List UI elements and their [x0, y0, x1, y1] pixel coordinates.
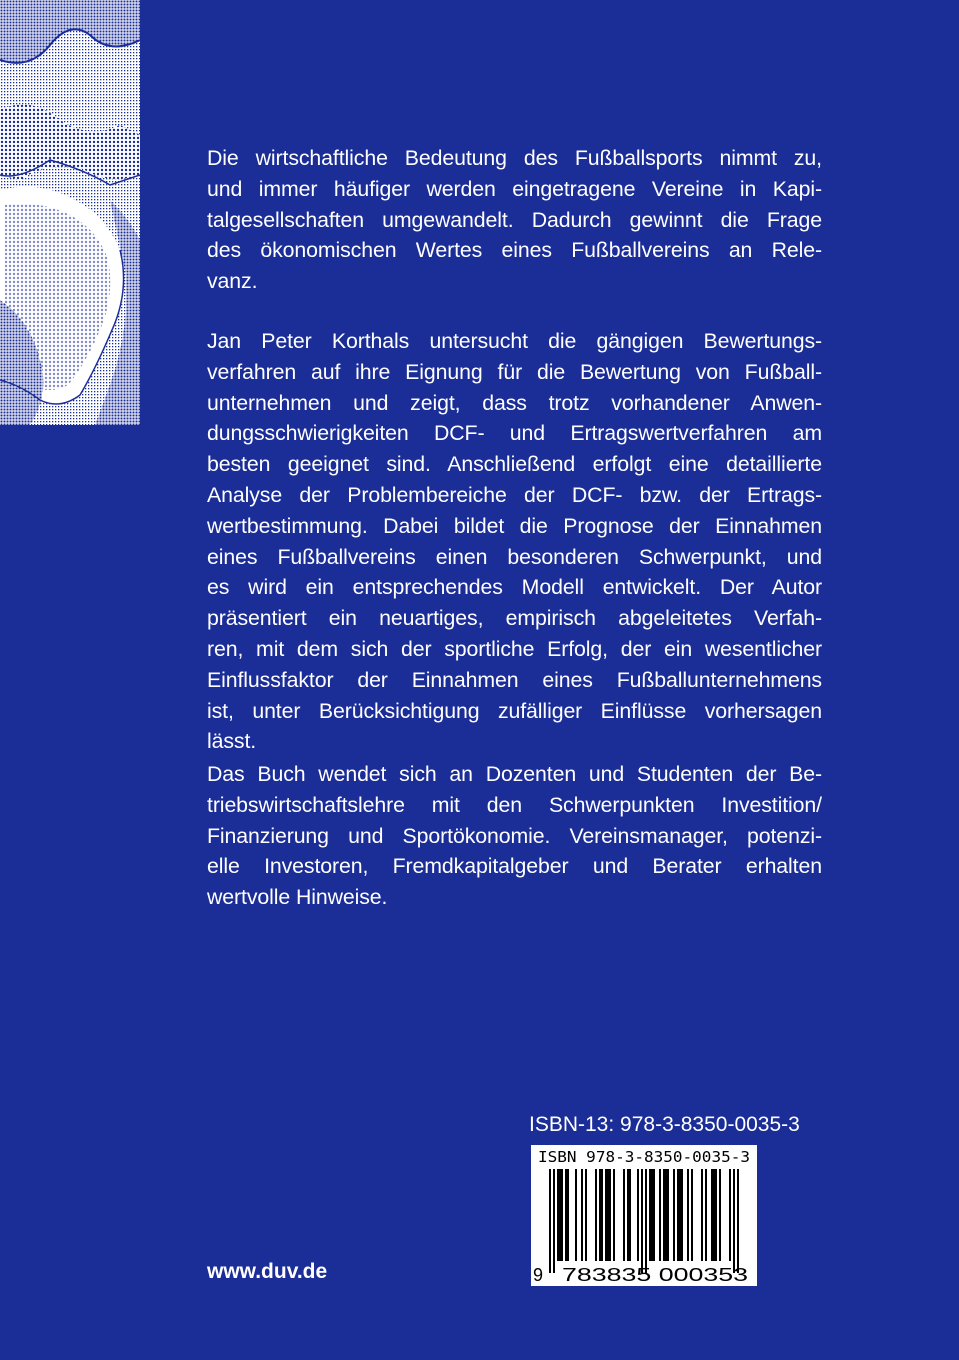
barcode-bar: [679, 1169, 681, 1261]
text-line: eines Fußballvereins einen besonderen Schwerpunkt, und: [207, 544, 822, 569]
barcode-bar: [559, 1169, 561, 1261]
text-line: ist, unter Berücksichtigung zufälliger Einflüsse vorhersagen: [207, 698, 822, 723]
barcode-bar: [673, 1169, 675, 1261]
text-line: lässt.: [207, 729, 257, 754]
barcode-bar: [687, 1169, 689, 1261]
text-line: unternehmen und zeigt, dass trotz vorhandener Anwen-: [207, 390, 822, 415]
text-line: ren, mit dem sich der sportliche Erfolg, der ein wesentlicher: [207, 636, 822, 661]
barcode-bar: [681, 1169, 683, 1261]
barcode-guard-bar: [733, 1169, 735, 1273]
barcode-bar: [701, 1169, 703, 1261]
barcode-bar: [607, 1169, 609, 1261]
barcode-bar: [665, 1169, 667, 1261]
text-line: Das Buch wendet sich an Dozenten und Studenten der Be-: [207, 762, 822, 786]
description-paragraph-3: [207, 759, 822, 913]
barcode-bar: [649, 1169, 651, 1261]
barcode-bar: [629, 1169, 631, 1261]
barcode-bar: [623, 1169, 625, 1261]
barcode-bar: [711, 1169, 713, 1261]
barcode-bar: [663, 1169, 665, 1261]
barcode-bar: [575, 1169, 577, 1261]
barcode-bar: [609, 1169, 611, 1261]
barcode-digits: 783835 000353: [562, 1265, 748, 1285]
text-line: es wird ein entsprechendes Modell entwickelt. Der Autor: [207, 575, 822, 600]
isbn-label: ISBN-13: 978-3-8350-0035-3: [529, 1113, 800, 1136]
barcode-bar: [653, 1169, 655, 1261]
barcode-digit-first: 9: [532, 1265, 544, 1285]
text-line: wertvolle Hinweise.: [207, 885, 388, 910]
barcode-bar: [713, 1169, 715, 1261]
website-url: www.duv.de: [207, 1260, 328, 1283]
barcode-bar: [637, 1169, 639, 1261]
description-paragraph-1: [207, 143, 822, 297]
barcode-bar: [567, 1169, 569, 1261]
barcode-bar: [719, 1169, 721, 1261]
world-map-halftone-icon: [0, 0, 140, 425]
text-line: triebswirtschaftslehre mit den Schwerpunkten Investition/: [207, 792, 822, 817]
text-line: Analyse der Problembereiche der DCF- bzw. der Ertrags-: [207, 482, 822, 507]
barcode-bar: [705, 1169, 707, 1261]
barcode-bar: [601, 1169, 603, 1261]
barcode-guard-bar: [549, 1169, 551, 1273]
text-line: Jan Peter Korthals untersucht die gängigen Bewertungs-: [207, 329, 822, 353]
barcode-bar: [557, 1169, 559, 1261]
text-line: und immer häufiger werden eingetragene Vereine in Kapi-: [207, 176, 822, 201]
text-line: elle Investoren, Fremdkapitalgeber und Berater erhalten: [207, 854, 822, 879]
barcode-bar: [585, 1169, 587, 1261]
text-line: vanz.: [207, 269, 258, 294]
barcode-top-text: ISBN 978-3-8350-0035-3: [538, 1148, 750, 1166]
barcode-bar: [667, 1169, 669, 1261]
barcode-bar: [561, 1169, 563, 1261]
barcode-guard-bar: [645, 1169, 647, 1273]
barcode-bar: [595, 1169, 597, 1261]
barcode-guard-bar: [553, 1169, 555, 1273]
barcode-guard-bar: [641, 1169, 643, 1273]
text-line: präsentiert ein neuartiges, empirisch abgeleitetes Verfah-: [207, 606, 822, 631]
text-line: Finanzierung und Sportökonomie. Vereinsmanager, potenzi-: [207, 823, 822, 848]
barcode-bar: [565, 1169, 567, 1261]
barcode-bar: [659, 1169, 661, 1261]
barcode-bar: [651, 1169, 653, 1261]
barcode-bar: [605, 1169, 607, 1261]
barcode-bar: [581, 1169, 583, 1261]
barcode-bar: [613, 1169, 615, 1261]
barcode-bar: [729, 1169, 731, 1261]
barcode-bar: [599, 1169, 601, 1261]
barcode-icon: [531, 1145, 757, 1286]
barcode-bar: [691, 1169, 693, 1261]
text-line: Die wirtschaftliche Bedeutung des Fußballsports nimmt zu,: [207, 146, 822, 170]
text-line: talgesellschaften umgewandelt. Dadurch gewinnt die Frage: [207, 207, 822, 232]
description-paragraph-2: [207, 326, 822, 757]
text-line: des ökonomischen Wertes eines Fußballvereins an Rele-: [207, 238, 822, 263]
barcode-bar: [627, 1169, 629, 1261]
barcode-bar: [677, 1169, 679, 1261]
text-line: Einflussfaktor der Einnahmen eines Fußballunternehmens: [207, 667, 822, 692]
barcode-bar: [715, 1169, 717, 1261]
barcode-guard-bar: [737, 1169, 739, 1273]
text-line: besten geeignet sind. Anschließend erfolgt eine detaillierte: [207, 452, 822, 477]
text-line: wertbestimmung. Dabei bildet die Prognose der Einnahmen: [207, 513, 822, 538]
text-line: verfahren auf ihre Eignung für die Bewertung von Fußball-: [207, 359, 822, 384]
text-line: dungsschwierigkeiten DCF- und Ertragswertverfahren am: [207, 421, 822, 446]
